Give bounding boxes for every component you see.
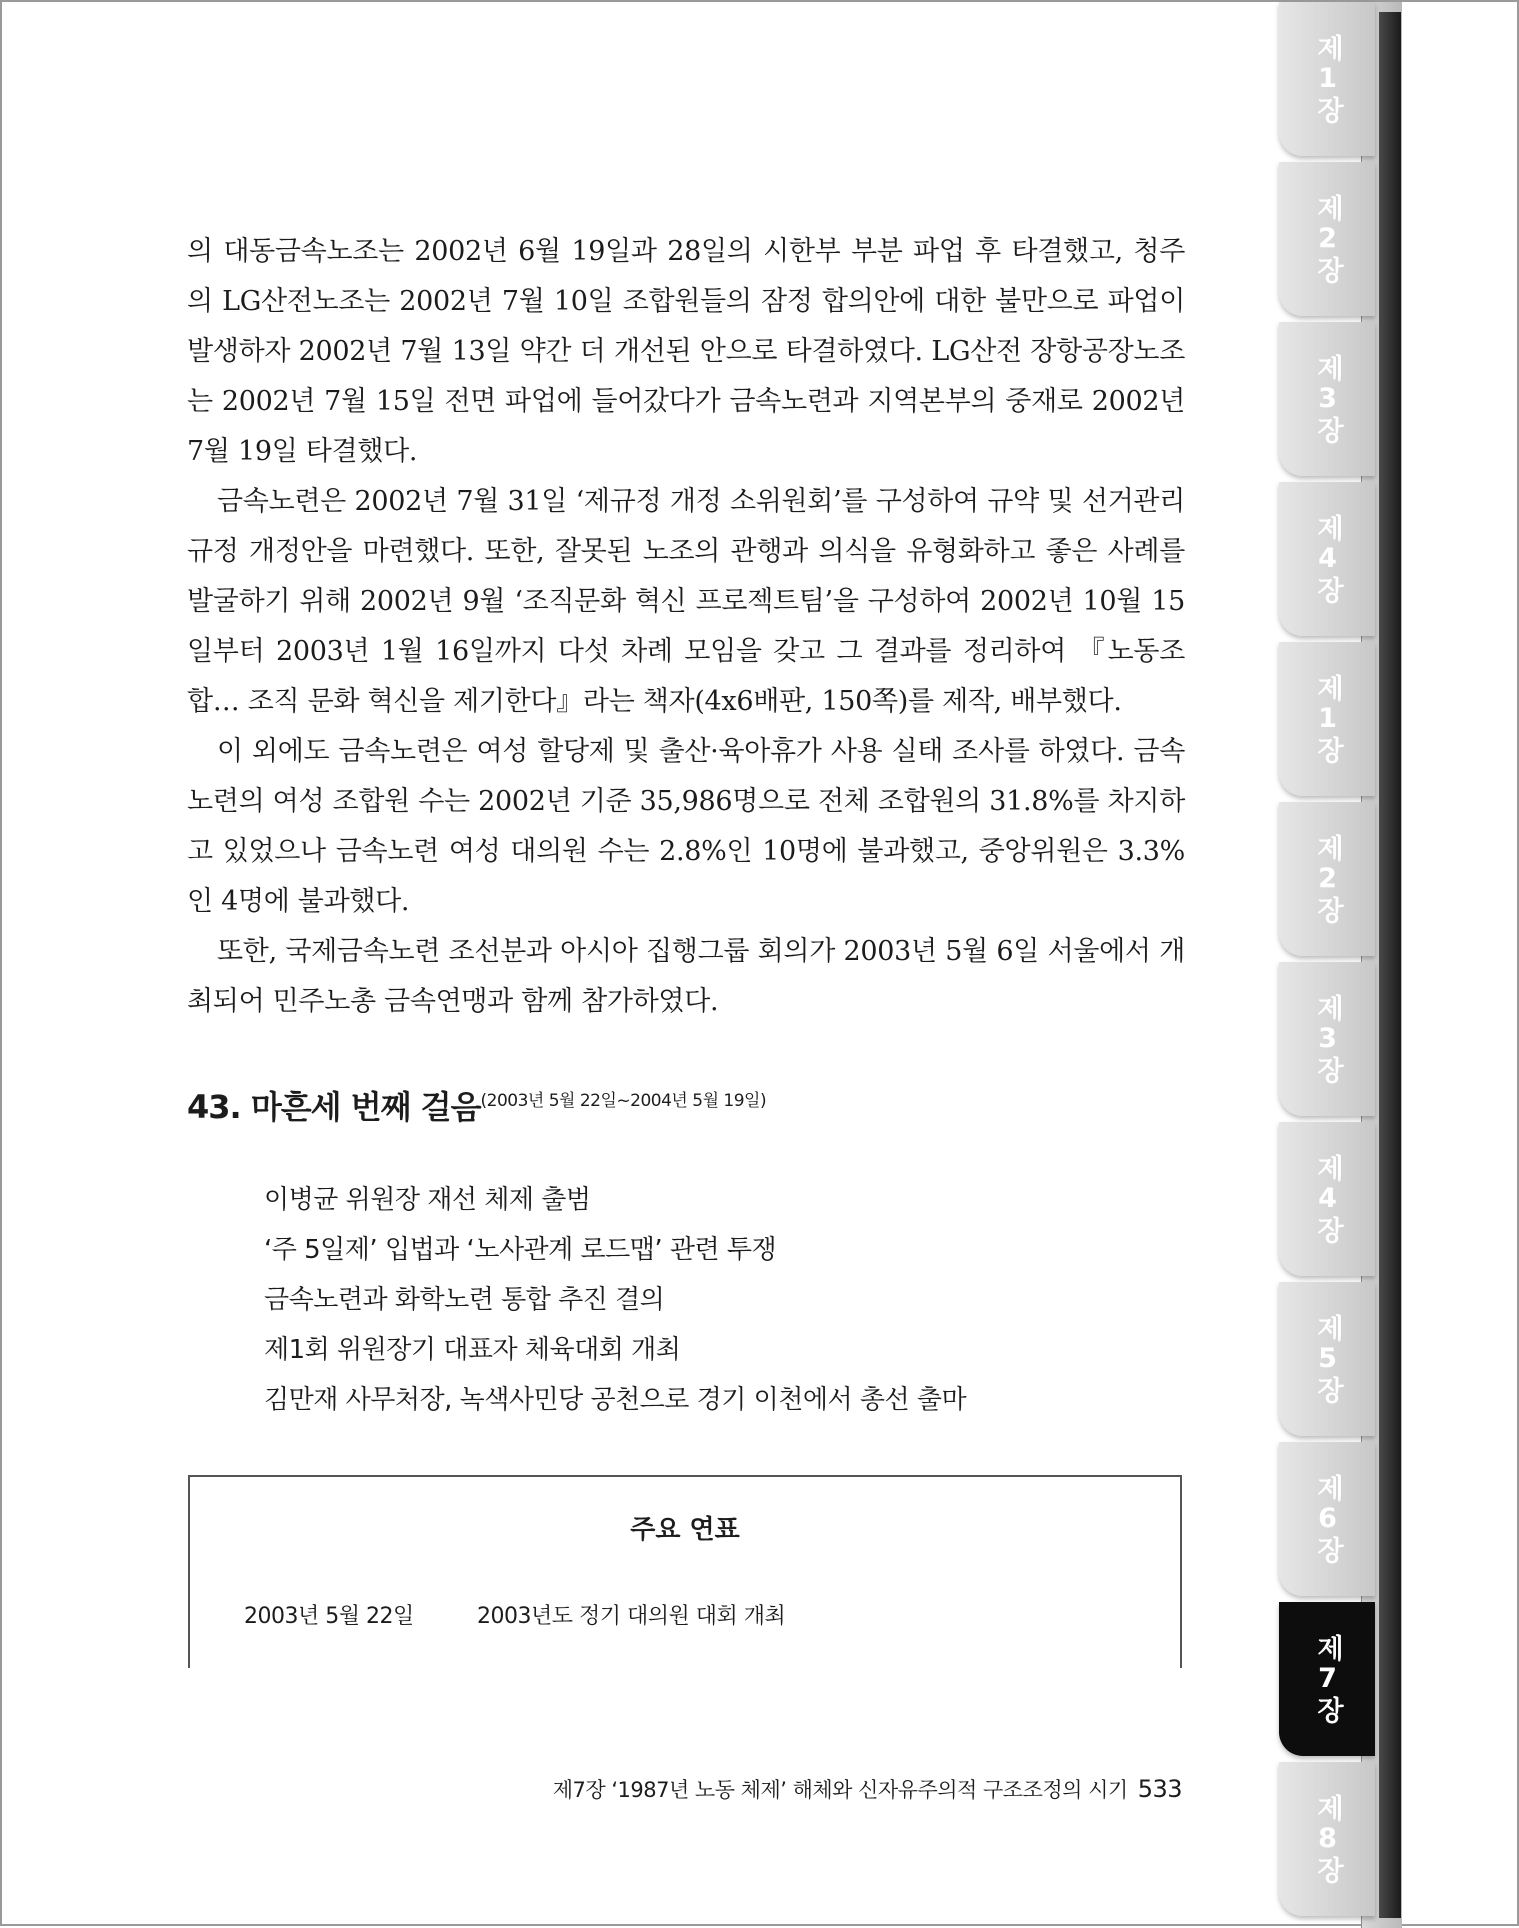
chapter-tab[interactable]: [1279, 1762, 1375, 1916]
chapter-tab-label: 제3장: [1312, 353, 1343, 445]
chapter-tab[interactable]: [1279, 482, 1375, 636]
summary-list: [264, 1175, 1164, 1425]
chapter-tab-label: 제4장: [1312, 1153, 1343, 1245]
chapter-tab-label: 제1장: [1312, 33, 1343, 125]
summary-item: 김만재 사무처장, 녹색사민당 공천으로 경기 이천에서 총선 출마: [264, 1385, 967, 1415]
body-paragraph: 의 대동금속노조는 2002년 6월 19일과 28일의 시한부 부분 파업 후 타결했고, 청주의 LG산전노조는 2002년 7월 10일 조합원들의 잠정 합의안에 대한 불만으로 파업이 발생하자 2002년 7월 13일 약간 더 개선된 안으로 타결하였다. LG산전 장항공장노조는 2002년 7월 15일 전면 파업에 들어갔다가 금속노련과 지역본부의 중재로 2002년 7월 19일 타결했다.: [187, 236, 1185, 467]
section-dates: (2003년 5월 22일~2004년 5월 19일): [480, 1091, 767, 1111]
chapter-tab-label: 제6장: [1312, 1473, 1343, 1565]
chronology-event: 2003년도 정기 대의원 대회 개최: [477, 1604, 786, 1629]
chapter-tab-label: 제8장: [1312, 1793, 1343, 1885]
chapter-tab-label: 제2장: [1312, 833, 1343, 925]
summary-item: 이병균 위원장 재선 체제 출범: [264, 1185, 591, 1215]
chapter-tab-label: 제1장: [1312, 673, 1343, 765]
body-paragraph: 또한, 국제금속노련 조선분과 아시아 집행그룹 회의가 2003년 5월 6일 서울에서 개최되어 민주노총 금속연맹과 함께 참가하였다.: [187, 936, 1185, 1017]
section-title: 43. 마흔세 번째 걸음: [187, 1088, 481, 1126]
body-paragraph: 금속노련은 2002년 7월 31일 ‘제규정 개정 소위원회’를 구성하여 규약 및 선거관리규정 개정안을 마련했다. 또한, 잘못된 노조의 관행과 의식을 유형화하고 좋은 사례를 발굴하기 위해 2002년 9월 ‘조직문화 혁신 프로젝트팀’을 구성하여 2002년 10월 15일부터 2003년 1월 16일까지 다섯 차례 모임을 갖고 그 결과를 정리하여 『노동조합… 조직 문화 혁신을 제기한다』라는 책자(4x6배판, 150쪽)를 제작, 배부했다.: [187, 486, 1185, 717]
chronology-row: [244, 1599, 785, 1630]
summary-item: ‘주 5일제’ 입법과 ‘노사관계 로드맵’ 관련 투쟁: [264, 1235, 777, 1265]
section-heading: [187, 1082, 1187, 1128]
chapter-tab[interactable]: [1279, 1122, 1375, 1276]
summary-item: 제1회 위원장기 대표자 체육대회 개최: [264, 1335, 681, 1365]
chapter-tab-label: 제7장: [1312, 1633, 1343, 1725]
summary-item: 금속노련과 화학노련 통합 추진 결의: [264, 1285, 665, 1315]
chapter-tab[interactable]: [1279, 962, 1375, 1116]
chronology-box: [188, 1475, 1182, 1668]
chapter-tab-label: 제3장: [1312, 993, 1343, 1085]
chapter-tab[interactable]: [1279, 162, 1375, 316]
chapter-tab[interactable]: [1279, 2, 1375, 156]
chapter-tab-label: 제4장: [1312, 513, 1343, 605]
chapter-tab[interactable]: [1279, 1442, 1375, 1596]
chapter-tab-active[interactable]: [1279, 1602, 1375, 1756]
chronology-date: 2003년 5월 22일: [244, 1604, 414, 1629]
body-paragraph: 이 외에도 금속노련은 여성 할당제 및 출산·육아휴가 사용 실태 조사를 하였다. 금속노련의 여성 조합원 수는 2002년 기준 35,986명으로 전체 조합원의 31.8%를 차지하고 있었으나 금속노련 여성 대의원 수는 2.8%인 10명에 불과했고, 중앙위원은 3.3%인 4명에 불과했다.: [187, 736, 1185, 917]
chapter-tabs: [1279, 2, 1375, 1928]
page-number: 533: [1137, 1775, 1182, 1803]
chronology-title: 주요 연표: [630, 1515, 740, 1545]
body-text: [187, 227, 1185, 1027]
chapter-tab[interactable]: [1279, 642, 1375, 796]
chapter-tab[interactable]: [1279, 802, 1375, 956]
running-title: 제7장 ‘1987년 노동 체제’ 해체와 신자유주의적 구조조정의 시기: [552, 1778, 1128, 1802]
chapter-tab[interactable]: [1279, 322, 1375, 476]
chapter-tab[interactable]: [1279, 1282, 1375, 1436]
chapter-tab-label: 제2장: [1312, 193, 1343, 285]
page-footer: [542, 1774, 1182, 1804]
chapter-tab-label: 제5장: [1312, 1313, 1343, 1405]
book-spine-shadow: [1379, 12, 1401, 1918]
